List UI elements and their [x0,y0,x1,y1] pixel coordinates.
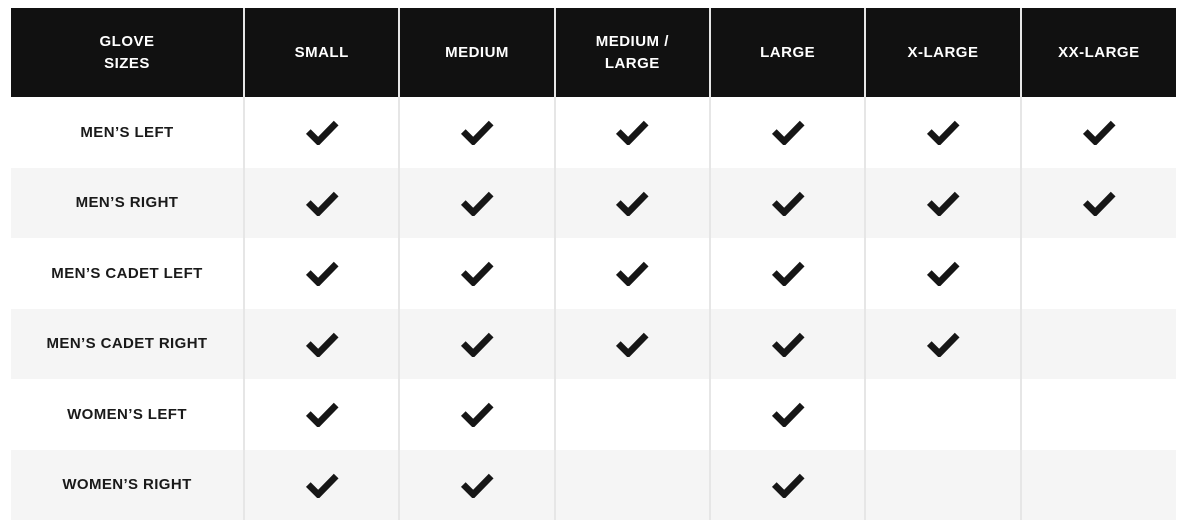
column-header-x-large [865,8,1020,97]
check-icon [771,260,805,286]
column-header-label: GLOVE SIZES [99,32,155,72]
check-icon [305,401,339,427]
check-icon [771,331,805,357]
check-cell [399,379,554,450]
check-icon [460,331,494,357]
check-cell [1021,97,1176,168]
check-icon [460,260,494,286]
check-cell [865,168,1020,239]
check-cell [710,309,865,380]
check-icon [305,472,339,498]
check-icon [1082,119,1116,145]
empty-cell [1021,238,1176,309]
check-cell [865,238,1020,309]
check-icon [771,472,805,498]
check-cell [399,168,554,239]
row-label: WOMEN’S LEFT [67,405,187,423]
row-label: MEN’S RIGHT [75,194,179,212]
check-cell [710,379,865,450]
row-label: MEN’S LEFT [80,123,174,141]
check-icon [305,119,339,145]
table-header-row [11,8,1176,97]
check-cell [244,309,399,380]
check-cell [244,379,399,450]
column-header-label: LARGE [760,43,816,61]
table-row [11,450,1176,521]
table-row [11,168,1176,239]
row-label: WOMEN’S RIGHT [62,476,192,494]
column-header-label: MEDIUM [445,43,509,61]
check-cell [710,238,865,309]
check-cell [399,309,554,380]
check-cell [399,97,554,168]
check-icon [926,260,960,286]
check-cell [555,238,710,309]
check-cell [555,309,710,380]
check-icon [615,331,649,357]
column-header-glove-sizes [11,8,244,97]
check-icon [615,260,649,286]
empty-cell [1021,379,1176,450]
check-cell [399,450,554,521]
column-header-label: SMALL [294,43,349,61]
check-cell [865,309,1020,380]
check-icon [615,119,649,145]
row-label: MEN’S CADET RIGHT [46,335,208,353]
empty-cell [865,450,1020,521]
column-header-xx-large [1021,8,1176,97]
column-header-medium-large [555,8,710,97]
check-cell [244,450,399,521]
check-cell [865,97,1020,168]
check-icon [460,119,494,145]
check-cell [710,450,865,521]
glove-size-availability-table [11,8,1176,520]
table-row [11,379,1176,450]
check-icon [305,260,339,286]
column-header-large [710,8,865,97]
check-icon [771,401,805,427]
table-row [11,309,1176,380]
check-cell [710,168,865,239]
check-icon [1082,190,1116,216]
table-body [11,97,1176,520]
column-header-label: XX-LARGE [1058,43,1140,61]
check-cell [244,97,399,168]
check-cell [555,97,710,168]
row-label: MEN’S CADET LEFT [51,264,203,282]
check-icon [926,190,960,216]
glove-size-chart [11,8,1176,520]
check-icon [771,190,805,216]
column-header-medium [399,8,554,97]
check-cell [244,238,399,309]
check-icon [615,190,649,216]
empty-cell [555,450,710,521]
check-icon [460,401,494,427]
check-cell [555,168,710,239]
empty-cell [865,379,1020,450]
column-header-small [244,8,399,97]
check-icon [460,190,494,216]
check-icon [305,190,339,216]
empty-cell [555,379,710,450]
check-icon [926,119,960,145]
check-cell [710,97,865,168]
check-icon [926,331,960,357]
check-icon [460,472,494,498]
table-header [11,8,1176,97]
check-icon [771,119,805,145]
check-cell [1021,168,1176,239]
check-cell [244,168,399,239]
table-row [11,238,1176,309]
empty-cell [1021,450,1176,521]
column-header-label: MEDIUM / LARGE [595,32,669,72]
check-cell [399,238,554,309]
column-header-label: X-LARGE [907,43,979,61]
empty-cell [1021,309,1176,380]
check-icon [305,331,339,357]
table-row [11,97,1176,168]
